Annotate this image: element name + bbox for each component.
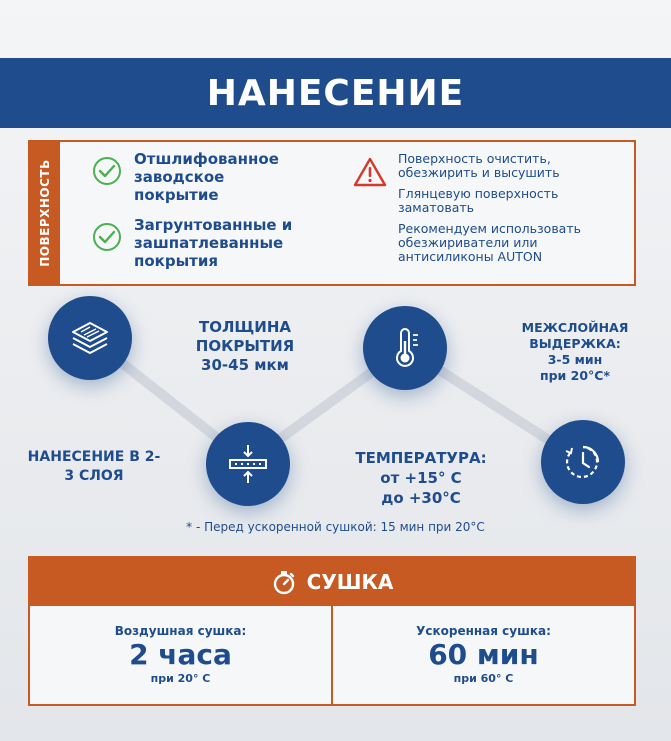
drying-section	[28, 556, 636, 706]
thermometer-circle	[363, 306, 447, 390]
drying-title: СУШКА	[306, 570, 394, 594]
suitable-item-text: Отшлифованное заводское покрытие	[134, 150, 279, 204]
drying-header	[30, 558, 634, 606]
thermometer-icon	[382, 325, 428, 371]
interlayer-label: МЕЖСЛОЙНАЯ ВЫДЕРЖКА: 3-5 мин при 20°C*	[521, 320, 629, 383]
surface-side-label: ПОВЕРХНОСТЬ	[38, 159, 52, 267]
air-drying-cell	[30, 606, 331, 704]
page-title: НАНЕСЕНИЕ	[206, 72, 465, 114]
air-drying-value: 2 часа	[129, 638, 232, 671]
air-drying-label: Воздушная сушка:	[114, 624, 247, 638]
timer-circle	[541, 420, 625, 504]
accelerated-drying-cell	[331, 606, 634, 704]
layers-icon	[67, 315, 113, 361]
accelerated-drying-condition: при 60° С	[453, 672, 514, 685]
timer-icon	[560, 439, 606, 485]
warning-text: Поверхность очистить, обезжирить и высушить	[398, 151, 560, 180]
air-drying-condition: при 20° С	[150, 672, 211, 685]
thickness-label: ТОЛЩИНА ПОКРЫТИЯ 30-45 мкм	[195, 318, 295, 374]
accelerated-drying-label: Ускоренная сушка:	[416, 624, 551, 638]
accelerated-drying-value: 60 мин	[428, 638, 539, 671]
temperature-label: ТЕМПЕРАТУРА: от +15° С до +30°С	[355, 449, 487, 507]
footnote: * - Перед ускоренной сушкой: 15 мин при 20°С	[186, 520, 485, 534]
thickness-gauge-icon	[225, 441, 271, 487]
warning-text: Глянцевую поверхность заматовать	[398, 186, 559, 215]
warning-text: Рекомендуем использовать обезжириватели или антисиликоны AUTON	[398, 221, 581, 264]
thickness-circle	[206, 422, 290, 506]
stopwatch-icon	[271, 569, 297, 595]
layers-circle	[48, 296, 132, 380]
layers-label: НАНЕСЕНИЕ В 2-3 СЛОЯ	[27, 449, 161, 484]
suitable-item-text: Загрунтованные и зашпатлеванные покрытия	[134, 216, 293, 270]
